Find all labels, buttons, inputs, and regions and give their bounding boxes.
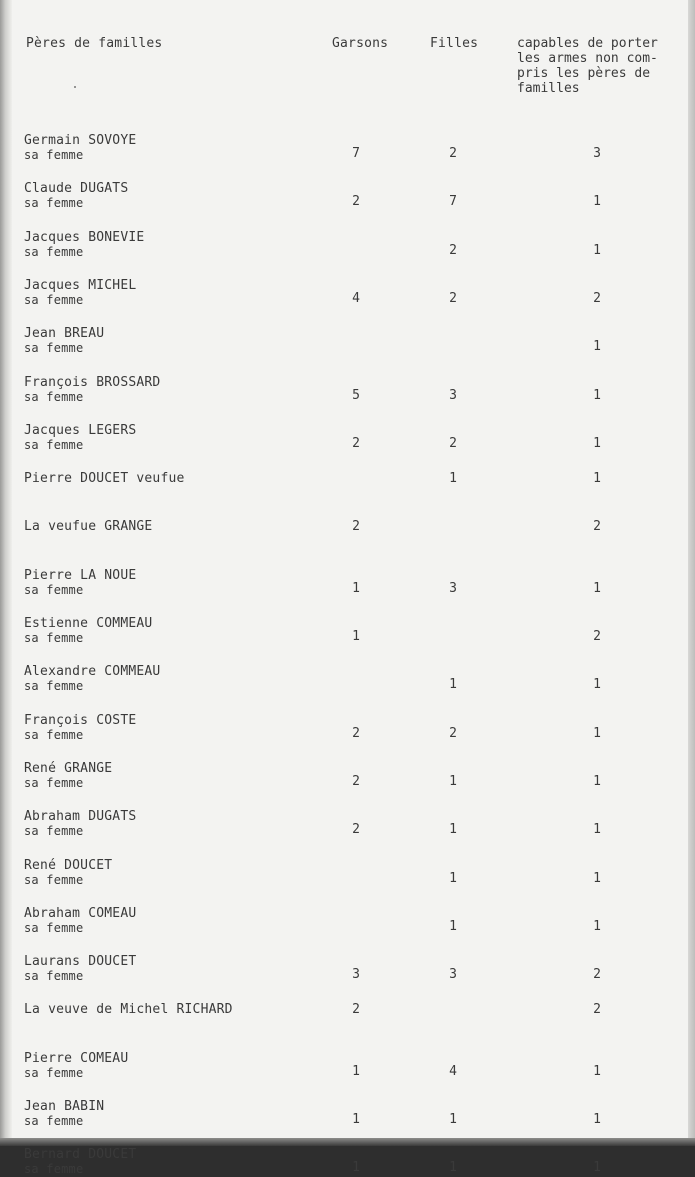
arms-count: 1 bbox=[593, 1160, 601, 1175]
father-name: La veuve de Michel RICHARD bbox=[24, 1002, 233, 1017]
header-arms-line: les armes non com- bbox=[517, 51, 658, 66]
table-row-name bbox=[24, 713, 136, 743]
spouse-label: sa femme bbox=[24, 341, 84, 355]
header-arms-line: pris les pères de bbox=[517, 66, 651, 81]
father-name: Jean BREAU bbox=[24, 326, 105, 341]
girls-count: 1 bbox=[449, 1112, 457, 1127]
spouse-label: sa femme bbox=[24, 776, 84, 790]
table-row-name bbox=[24, 471, 185, 486]
boys-count: 5 bbox=[352, 388, 360, 403]
arms-count: 1 bbox=[593, 436, 601, 451]
arms-count: 1 bbox=[593, 581, 601, 596]
father-name: Pierre COMEAU bbox=[24, 1051, 129, 1066]
spouse-label: sa femme bbox=[24, 390, 84, 404]
boys-count: 1 bbox=[352, 1112, 360, 1127]
girls-count: 1 bbox=[449, 871, 457, 886]
boys-count: 2 bbox=[352, 1002, 360, 1017]
arms-count: 1 bbox=[593, 471, 601, 486]
boys-count: 2 bbox=[352, 436, 360, 451]
girls-count: 3 bbox=[449, 967, 457, 982]
table-row-name bbox=[24, 858, 112, 888]
father-name: François BROSSARD bbox=[24, 375, 161, 390]
boys-count: 2 bbox=[352, 726, 360, 741]
table-row-name bbox=[24, 326, 104, 356]
boys-count: 2 bbox=[352, 519, 360, 534]
arms-count: 1 bbox=[593, 388, 601, 403]
table-row-name bbox=[24, 616, 152, 646]
father-name: Estienne COMMEAU bbox=[24, 616, 153, 631]
page-bottom-shadow bbox=[0, 1138, 695, 1146]
spouse-label: sa femme bbox=[24, 921, 84, 935]
girls-count: 1 bbox=[449, 677, 457, 692]
boys-count: 4 bbox=[352, 291, 360, 306]
boys-count: 2 bbox=[352, 774, 360, 789]
arms-count: 2 bbox=[593, 629, 601, 644]
table-row-name bbox=[24, 568, 136, 598]
arms-count: 1 bbox=[593, 726, 601, 741]
father-name: René DOUCET bbox=[24, 858, 113, 873]
arms-count: 1 bbox=[593, 822, 601, 837]
spouse-label: sa femme bbox=[24, 148, 84, 162]
arms-count: 1 bbox=[593, 871, 601, 886]
arms-count: 2 bbox=[593, 967, 601, 982]
header-boys: Garsons bbox=[332, 36, 389, 51]
girls-count: 3 bbox=[449, 581, 457, 596]
spouse-label: sa femme bbox=[24, 438, 84, 452]
girls-count: 1 bbox=[449, 822, 457, 837]
father-name: Bernard DOUCET bbox=[24, 1147, 137, 1162]
table-row-name bbox=[24, 375, 160, 405]
boys-count: 7 bbox=[352, 146, 360, 161]
header-girls: Filles bbox=[430, 36, 479, 51]
arms-count: 2 bbox=[593, 1002, 601, 1017]
girls-count: 4 bbox=[449, 1064, 457, 1079]
table-row-name bbox=[24, 1002, 233, 1017]
spouse-label: sa femme bbox=[24, 245, 84, 259]
header-arms-line: familles bbox=[517, 81, 580, 96]
table-row-name bbox=[24, 181, 128, 211]
arms-count: 1 bbox=[593, 919, 601, 934]
arms-count: 1 bbox=[593, 194, 601, 209]
arms-count: 2 bbox=[593, 291, 601, 306]
spouse-label: sa femme bbox=[24, 583, 84, 597]
table-row-name bbox=[24, 230, 144, 260]
father-name: Jacques LEGERS bbox=[24, 423, 137, 438]
spouse-label: sa femme bbox=[24, 1162, 84, 1176]
father-name: Claude DUGATS bbox=[24, 181, 129, 196]
spouse-label: sa femme bbox=[24, 728, 84, 742]
girls-count: 2 bbox=[449, 291, 457, 306]
table-row-name bbox=[24, 954, 136, 984]
arms-count: 1 bbox=[593, 339, 601, 354]
spouse-label: sa femme bbox=[24, 631, 84, 645]
girls-count: 2 bbox=[449, 726, 457, 741]
boys-count: 1 bbox=[352, 581, 360, 596]
boys-count: 1 bbox=[352, 629, 360, 644]
boys-count: 1 bbox=[352, 1064, 360, 1079]
father-name: Alexandre COMMEAU bbox=[24, 664, 161, 679]
boys-count: 3 bbox=[352, 967, 360, 982]
page-right-edge bbox=[688, 0, 695, 1142]
arms-count: 1 bbox=[593, 1112, 601, 1127]
girls-count: 2 bbox=[449, 243, 457, 258]
father-name: Jacques MICHEL bbox=[24, 278, 137, 293]
girls-count: 1 bbox=[449, 774, 457, 789]
arms-count: 1 bbox=[593, 774, 601, 789]
spouse-label: sa femme bbox=[24, 969, 84, 983]
spouse-label: sa femme bbox=[24, 1114, 84, 1128]
father-name: Jean BABIN bbox=[24, 1099, 105, 1114]
arms-count: 1 bbox=[593, 243, 601, 258]
arms-count: 1 bbox=[593, 1064, 601, 1079]
father-name: Abraham DUGATS bbox=[24, 809, 137, 824]
table-row-name bbox=[24, 664, 160, 694]
spouse-label: sa femme bbox=[24, 196, 84, 210]
father-name: Germain SOVOYE bbox=[24, 133, 137, 148]
girls-count: 3 bbox=[449, 388, 457, 403]
father-name: Laurans DOUCET bbox=[24, 954, 137, 969]
paper-speck bbox=[74, 86, 76, 88]
spouse-label: sa femme bbox=[24, 679, 84, 693]
table-row-name bbox=[24, 1099, 104, 1129]
header-arms bbox=[517, 36, 689, 96]
father-name: La veufue GRANGE bbox=[24, 519, 153, 534]
spouse-label: sa femme bbox=[24, 824, 84, 838]
table-row-name bbox=[24, 1051, 128, 1081]
table-row-name bbox=[24, 906, 136, 936]
girls-count: 2 bbox=[449, 146, 457, 161]
spouse-label: sa femme bbox=[24, 873, 84, 887]
boys-count: 1 bbox=[352, 1160, 360, 1175]
girls-count: 7 bbox=[449, 194, 457, 209]
spouse-label: sa femme bbox=[24, 1066, 84, 1080]
girls-count: 1 bbox=[449, 1160, 457, 1175]
boys-count: 2 bbox=[352, 194, 360, 209]
arms-count: 1 bbox=[593, 677, 601, 692]
table-row-name bbox=[24, 809, 136, 839]
arms-count: 2 bbox=[593, 519, 601, 534]
spouse-label: sa femme bbox=[24, 293, 84, 307]
table-row-name bbox=[24, 1147, 136, 1177]
girls-count: 2 bbox=[449, 436, 457, 451]
table-row-name bbox=[24, 761, 112, 791]
girls-count: 1 bbox=[449, 919, 457, 934]
table-row-name bbox=[24, 519, 152, 534]
table-row-name bbox=[24, 423, 136, 453]
table-row-name bbox=[24, 278, 136, 308]
father-name: François COSTE bbox=[24, 713, 137, 728]
header-arms-line: capables de porter bbox=[517, 36, 658, 51]
table-row-name bbox=[24, 133, 136, 163]
father-name: Jacques BONEVIE bbox=[24, 230, 145, 245]
father-name: René GRANGE bbox=[24, 761, 113, 776]
father-name: Pierre LA NOUE bbox=[24, 568, 137, 583]
father-name: Pierre DOUCET veufue bbox=[24, 471, 185, 486]
girls-count: 1 bbox=[449, 471, 457, 486]
father-name: Abraham COMEAU bbox=[24, 906, 137, 921]
page-binding-shadow bbox=[0, 0, 12, 1142]
boys-count: 2 bbox=[352, 822, 360, 837]
header-fathers: Pères de familles bbox=[26, 36, 163, 51]
arms-count: 3 bbox=[593, 146, 601, 161]
